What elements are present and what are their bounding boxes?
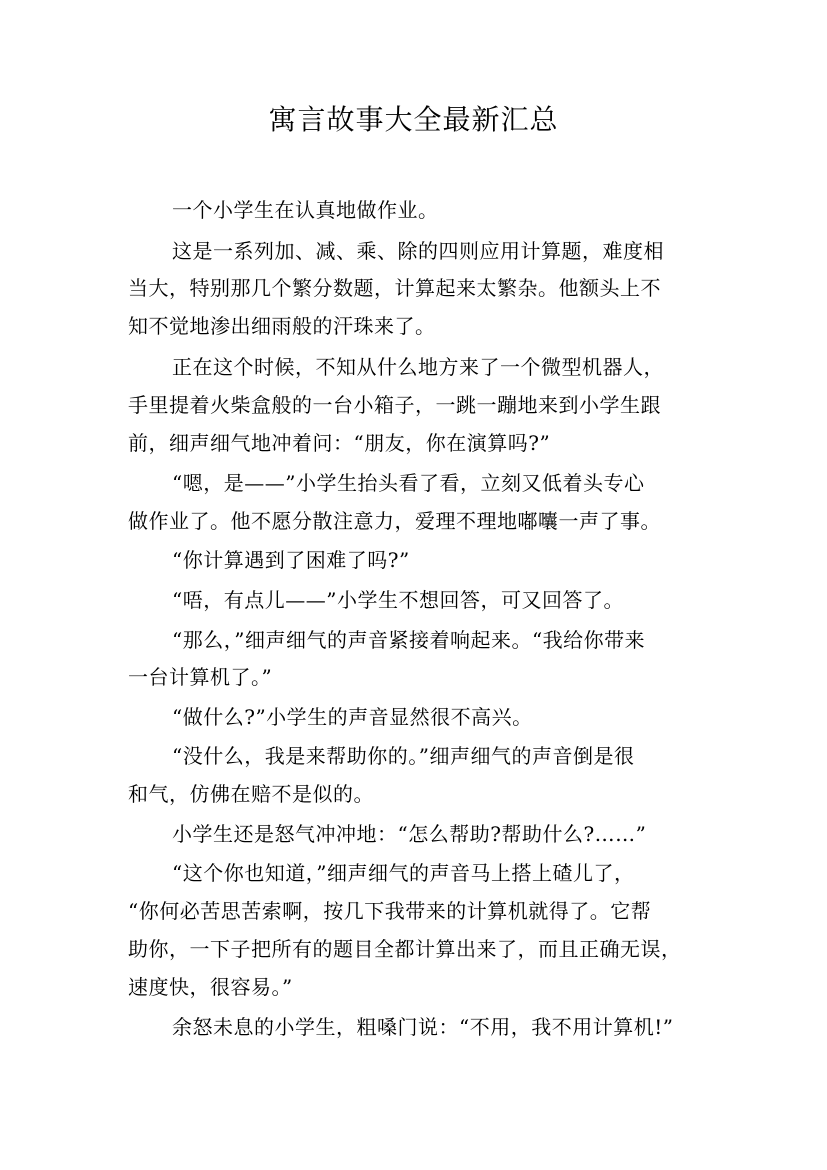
text-line: 速度快，很容易。” [128, 975, 293, 999]
text-line: “你何必苦思苦索啊，按几下我带来的计算机就得了。它帮 [128, 899, 652, 923]
text-line: 正在这个时候，不知从什么地方来了一个微型机器人， [172, 355, 664, 379]
text-line: “做什么?”小学生的声音显然很不高兴。 [172, 705, 533, 729]
text-line: 一个小学生在认真地做作业。 [172, 198, 439, 222]
text-line: 和气，仿佛在赔不是似的。 [128, 782, 374, 806]
text-line: 一台计算机了。” [128, 665, 273, 689]
text-line: 前，细声细气地冲着问：“朋友，你在演算吗?” [128, 431, 551, 455]
text-line: 助你，一下子把所有的题目全都计算出来了，而且正确无误， [128, 937, 682, 961]
text-line: 当大，特别那几个繁分数题，计算起来太繁杂。他额头上不 [128, 276, 661, 300]
text-line: “这个你也知道，”细声细气的声音马上搭上碴儿了， [172, 861, 635, 885]
text-line: “没什么，我是来帮助你的。”细声细气的声音倒是很 [172, 744, 635, 768]
text-line: 小学生还是怒气冲冲地：“怎么帮助?帮助什么?……” [172, 822, 647, 846]
text-line: “那么，”细声细气的声音紧接着响起来。“我给你带来 [172, 628, 646, 652]
text-line: “唔，有点儿——”小学生不想回答，可又回答了。 [172, 588, 624, 612]
text-line: 做作业了。他不愿分散注意力，爱理不理地嘟囔一声了事。 [128, 509, 661, 533]
text-line: 余怒未息的小学生，粗嗓门说：“不用，我不用计算机!” [172, 1015, 674, 1039]
text-line: 这是一系列加、减、乘、除的四则应用计算题，难度相 [172, 239, 664, 263]
text-line: “你计算遇到了困难了吗?” [172, 548, 410, 572]
text-line: 知不觉地渗出细雨般的汗珠来了。 [128, 314, 436, 338]
text-line: 手里提着火柴盒般的一台小箱子，一跳一蹦地来到小学生跟 [128, 393, 661, 417]
document-title: 寓言故事大全最新汇总 [268, 103, 559, 136]
text-line: “嗯，是——”小学生抬头看了看，立刻又低着头专心 [172, 471, 645, 495]
